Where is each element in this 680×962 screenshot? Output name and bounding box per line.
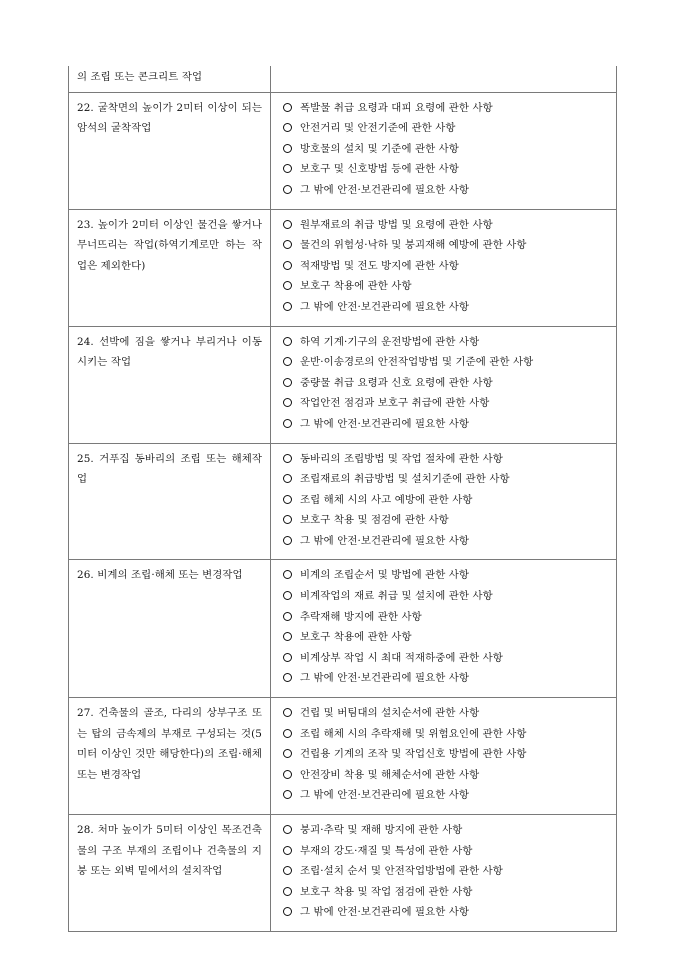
list-item-text: 조립 해체 시의 사고 예방에 관한 사항 [300, 493, 473, 506]
list-item-text: 중량물 취급 요령과 신호 요령에 관한 사항 [300, 376, 493, 389]
circle-bullet-icon [283, 536, 292, 545]
table-row [69, 92, 617, 209]
list-item [283, 861, 610, 882]
work-type-cell: 27. 건축물의 골조, 다리의 상부구조 또는 탑의 금속제의 부재로 구성되는 것(5미터 이상인 것만 해당한다)의 조립·해체 또는 변경작업 [69, 698, 271, 815]
circle-bullet-icon [283, 474, 292, 483]
list-item-text: 비계의 조립순서 및 방법에 관한 사항 [300, 569, 470, 582]
list-item-text: 비계작업의 재료 취급 및 설치에 관한 사항 [300, 590, 493, 603]
list-item-text: 건립용 기계의 조작 및 작업신호 방법에 관한 사항 [300, 748, 527, 761]
circle-bullet-icon [283, 673, 292, 682]
work-type-cell: 25. 거푸집 동바리의 조립 또는 해체작업 [69, 443, 271, 560]
circle-bullet-icon [283, 495, 292, 504]
table-body [69, 66, 617, 931]
education-items-cell [271, 92, 617, 209]
list-item [283, 235, 610, 256]
list-item [283, 276, 610, 297]
list-item-text: 원부재료의 취급 방법 및 요령에 관한 사항 [300, 218, 493, 231]
circle-bullet-icon [283, 612, 292, 621]
list-item-text: 보호구 착용에 관한 사항 [300, 631, 412, 644]
list-item [283, 139, 610, 160]
circle-bullet-icon [283, 398, 292, 407]
circle-bullet-icon [283, 261, 292, 270]
circle-bullet-icon [283, 220, 292, 229]
list-item [283, 765, 610, 786]
table-row [69, 326, 617, 443]
list-item-text: 부재의 강도·재질 및 특성에 관한 사항 [300, 844, 473, 857]
list-item-text: 추락재해 방지에 관한 사항 [300, 610, 422, 623]
list-item [283, 449, 610, 470]
list-item-text: 그 밖에 안전·보건관리에 필요한 사항 [300, 183, 470, 196]
circle-bullet-icon [283, 164, 292, 173]
circle-bullet-icon [283, 378, 292, 387]
circle-bullet-icon [283, 570, 292, 579]
list-item [283, 118, 610, 139]
list-item [283, 703, 610, 724]
list-item-text: 조립·설치 순서 및 안전작업방법에 관한 사항 [300, 865, 503, 878]
circle-bullet-icon [283, 337, 292, 346]
list-item [283, 586, 610, 607]
list-item [283, 882, 610, 903]
list-item-text: 그 밖에 안전·보건관리에 필요한 사항 [300, 789, 470, 802]
circle-bullet-icon [283, 591, 292, 600]
circle-bullet-icon [283, 749, 292, 758]
work-type-cell: 26. 비계의 조립·해체 또는 변경작업 [69, 560, 271, 698]
education-items-cell [271, 209, 617, 326]
circle-bullet-icon [283, 708, 292, 717]
circle-bullet-icon [283, 240, 292, 249]
circle-bullet-icon [283, 123, 292, 132]
circle-bullet-icon [283, 357, 292, 366]
list-item-text: 안전장비 착용 및 해체순서에 관한 사항 [300, 768, 480, 781]
work-type-cell: 28. 처마 높이가 5미터 이상인 목조건축물의 구조 부재의 조립이나 건축물의 지붕 또는 외벽 밑에서의 설치작업 [69, 815, 271, 932]
list-item [283, 820, 610, 841]
circle-bullet-icon [283, 866, 292, 875]
list-item [283, 607, 610, 628]
work-type-cell: 24. 선박에 짐을 쌓거나 부리거나 이동시키는 작업 [69, 326, 271, 443]
list-item [283, 215, 610, 236]
work-type-cell: 의 조립 또는 콘크리트 작업 [69, 66, 271, 92]
list-item [283, 627, 610, 648]
list-item [283, 668, 610, 689]
list-item [283, 510, 610, 531]
list-item-text: 보호구 착용 및 점검에 관한 사항 [300, 514, 449, 527]
list-item [283, 565, 610, 586]
circle-bullet-icon [283, 454, 292, 463]
list-item [283, 414, 610, 435]
table-row [69, 560, 617, 698]
table-row [69, 698, 617, 815]
circle-bullet-icon [283, 887, 292, 896]
list-item [283, 352, 610, 373]
education-items-cell [271, 326, 617, 443]
list-item-text: 보호구 착용에 관한 사항 [300, 280, 412, 293]
list-item-text: 그 밖에 안전·보건관리에 필요한 사항 [300, 534, 470, 547]
education-items-cell [271, 560, 617, 698]
list-item [283, 256, 610, 277]
list-item [283, 297, 610, 318]
list-item-text: 작업안전 점검과 보호구 취급에 관한 사항 [300, 397, 490, 410]
list-item [283, 724, 610, 745]
list-item [283, 469, 610, 490]
list-item-text: 그 밖에 안전·보건관리에 필요한 사항 [300, 906, 470, 919]
circle-bullet-icon [283, 144, 292, 153]
list-item-text: 보호구 및 신호방법 등에 관한 사항 [300, 163, 459, 176]
list-item [283, 332, 610, 353]
education-items-cell [271, 443, 617, 560]
education-items-cell [271, 66, 617, 92]
table-row [69, 443, 617, 560]
education-items-cell [271, 815, 617, 932]
list-item-text: 안전거리 및 안전기준에 관한 사항 [300, 122, 456, 135]
list-item [283, 373, 610, 394]
circle-bullet-icon [283, 632, 292, 641]
list-item-text: 적재방법 및 전도 방지에 관한 사항 [300, 259, 459, 272]
table-row-continued [69, 66, 617, 92]
work-type-cell: 23. 높이가 2미터 이상인 물건을 쌓거나 무너뜨리는 작업(하역기계로만 하는 작업은 제외한다) [69, 209, 271, 326]
list-item [283, 648, 610, 669]
circle-bullet-icon [283, 770, 292, 779]
circle-bullet-icon [283, 281, 292, 290]
list-item [283, 785, 610, 806]
circle-bullet-icon [283, 907, 292, 916]
education-items-cell [271, 698, 617, 815]
list-item-text: 비계상부 작업 시 최대 적재하중에 관한 사항 [300, 651, 503, 664]
list-item-text: 운반·이송경로의 안전작업방법 및 기준에 관한 사항 [300, 356, 534, 369]
circle-bullet-icon [283, 302, 292, 311]
circle-bullet-icon [283, 729, 292, 738]
list-item [283, 490, 610, 511]
circle-bullet-icon [283, 846, 292, 855]
list-item [283, 98, 610, 119]
list-item [283, 531, 610, 552]
list-item-text: 보호구 착용 및 작업 점검에 관한 사항 [300, 885, 473, 898]
work-type-cell: 22. 굴착면의 높이가 2미터 이상이 되는 암석의 굴착작업 [69, 92, 271, 209]
list-item-text: 그 밖에 안전·보건관리에 필요한 사항 [300, 672, 470, 685]
circle-bullet-icon [283, 515, 292, 524]
list-item-text: 그 밖에 안전·보건관리에 필요한 사항 [300, 417, 470, 430]
list-item-text: 하역 기계·기구의 운전방법에 관한 사항 [300, 335, 480, 348]
list-item-text: 동바리의 조립방법 및 작업 절차에 관한 사항 [300, 452, 503, 465]
list-item-text: 방호물의 설치 및 기준에 관한 사항 [300, 142, 459, 155]
list-item-text: 물건의 위험성·낙하 및 붕괴재해 예방에 관한 사항 [300, 239, 527, 252]
list-item-text: 폭발물 취급 요령과 대피 요령에 관한 사항 [300, 101, 493, 114]
list-item [283, 393, 610, 414]
table-row [69, 815, 617, 932]
list-item [283, 180, 610, 201]
list-item [283, 841, 610, 862]
list-item [283, 159, 610, 180]
list-item-text: 그 밖에 안전·보건관리에 필요한 사항 [300, 300, 470, 313]
list-item-text: 건립 및 버팀대의 설치순서에 관한 사항 [300, 707, 480, 720]
list-item [283, 744, 610, 765]
list-item [283, 902, 610, 923]
circle-bullet-icon [283, 185, 292, 194]
list-item-text: 조립재료의 취급방법 및 설치기준에 관한 사항 [300, 473, 510, 486]
list-item-text: 조립 해체 시의 추락재해 및 위험요인에 관한 사항 [300, 727, 527, 740]
education-content-table [68, 66, 617, 932]
circle-bullet-icon [283, 103, 292, 112]
circle-bullet-icon [283, 653, 292, 662]
circle-bullet-icon [283, 419, 292, 428]
list-item-text: 붕괴·추락 및 재해 방지에 관한 사항 [300, 824, 463, 836]
table-row [69, 209, 617, 326]
circle-bullet-icon [283, 790, 292, 799]
circle-bullet-icon [283, 825, 292, 834]
